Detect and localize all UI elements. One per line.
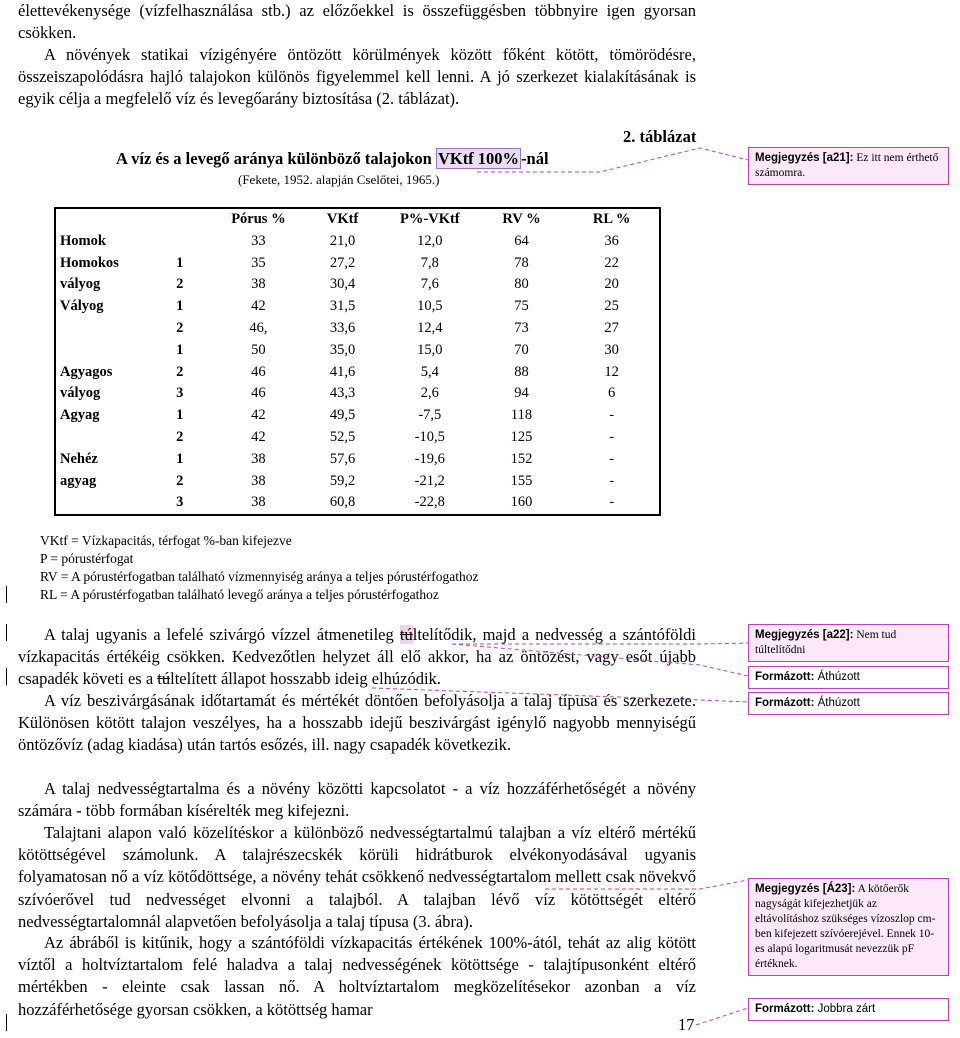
table-cell: vályog	[60, 276, 101, 293]
table-cell: 42	[251, 407, 266, 424]
table-cell: 2,6	[420, 385, 439, 402]
format-note-align-right[interactable]	[748, 998, 949, 1021]
p7-text: Az ábráből is kitűnik, hogy a szántóföldi vízkapacitás értékének 100%-ától, tehát az alig kötött víztől a holtvíztartalom felé haladva a talaj nedvességének kötöttsége - talajtípusonként eltérő mértékben - eleinte csak lassan nő. A holtvíztartalom megközelítésekor azonban a víz hozzáférhetősége gyorsan csökken, a kötöttség hamar	[18, 933, 696, 1019]
table-title-suffix: -nál	[521, 149, 549, 168]
table-cell: 12,0	[417, 232, 443, 249]
table-cell: 33	[251, 232, 266, 249]
p5-text: A talaj nedvességtartalma és a növény közötti kapcsolatot - a víz hozzáférhetőségét a növény számára - több formában kísérelték meg kifejezni.	[18, 779, 696, 821]
table-cell: 46	[251, 363, 266, 380]
table-cell: 33,6	[329, 319, 356, 336]
table-cell: -	[609, 494, 615, 511]
table-cell: 59,2	[329, 472, 356, 489]
table-cell: 70	[514, 341, 529, 358]
table-cell: 125	[510, 428, 533, 445]
p6-text-a: Talajtani alapon való közelítéskor a különböző nedvességtartalmú talajban a víz eltérő mértékű kötöttségével számolunk. A talajrészecskék körüli hidrátburok elvékonyodásával ugyanis folyamatosan nő a víz kötődöttsége, a növény tehát csökkenő nedvességtartalom mellett csak növekvő szívóerővel tud nedvességet elvonni a talajból.	[18, 823, 696, 909]
format-text: Jobbra zárt	[814, 1003, 876, 1015]
table-cell: 35	[251, 254, 266, 271]
table-cell: 27	[604, 319, 619, 336]
legend-p: P = pórustérfogat	[40, 551, 134, 566]
p3-text-c: ltelített állapot hosszabb ideig elhúzódik.	[170, 669, 441, 689]
table-cell: 6	[608, 385, 616, 402]
table-cell: 27,2	[329, 254, 356, 271]
table-cell: 3	[176, 494, 184, 511]
table-cell: 38	[251, 472, 266, 489]
table-cell: Homokos	[60, 254, 119, 271]
table-cell: 42	[251, 428, 266, 445]
table-cell: 2	[176, 363, 184, 380]
table-cell: 3	[176, 385, 184, 402]
table-cell: Vályog	[60, 298, 104, 315]
table-cell: 57,6	[329, 450, 356, 467]
table-cell: -	[609, 428, 615, 445]
table-cell: 10,5	[417, 298, 443, 315]
table-cell: 160	[510, 494, 533, 511]
format-label: Formázott:	[755, 697, 815, 709]
table-cell: 118	[510, 407, 533, 424]
table-cell: Agyag	[60, 407, 100, 424]
table-cell: vályog	[60, 385, 101, 402]
table-header-cell: RV %	[502, 211, 541, 227]
table-cell: 22	[604, 254, 619, 271]
table-cell: 2	[176, 472, 184, 489]
table-cell: 1	[176, 407, 184, 424]
table-cell: 1	[176, 341, 184, 358]
table-cell: 75	[514, 298, 529, 315]
p3-text-a: A talaj ugyanis a lefelé szivárgó vízzel átmenetileg	[44, 625, 400, 644]
table-cell: 30	[604, 341, 619, 358]
table-cell: -	[609, 472, 615, 489]
table-cell: 25	[604, 298, 619, 315]
table-header-cell: Pórus %	[231, 211, 286, 227]
comment-text: Nem tud túltelítődni	[755, 629, 897, 656]
format-text: Áthúzott	[814, 697, 860, 709]
table-cell: 46,	[249, 319, 268, 336]
table-cell: 50	[251, 341, 266, 358]
table-cell: 38	[251, 494, 266, 511]
comment-a22[interactable]	[748, 624, 949, 662]
table-cell: 2	[176, 428, 184, 445]
table-cell: 38	[251, 276, 266, 293]
comment-label: Megjegyzés [Á23]:	[755, 883, 856, 895]
table-cell: 38	[251, 450, 266, 467]
table-cell: 21,0	[329, 232, 356, 249]
table-cell: 46	[251, 385, 266, 402]
table-cell: -	[609, 450, 615, 467]
comment-label: Megjegyzés [a22]:	[755, 629, 854, 641]
table-title-highlight: VKtf 100%	[437, 149, 520, 168]
paragraph-text: A növények statikai vízigényére öntözött körülmények között főként kötött, tömörödésre, összeiszapolódásra hajló talajokon különös figyelemmel kell lenni. A jó szerkezet kialakításának is egyik célja a megfelelő víz és levegőarány biztosítása (2. táblázat).	[18, 45, 696, 109]
table-cell: -22,8	[414, 494, 445, 511]
table-cell: 2	[176, 276, 184, 293]
table-cell: 35,0	[329, 341, 356, 358]
table-cell: 155	[510, 472, 533, 489]
table-cell: 52,5	[329, 428, 356, 445]
format-label: Formázott:	[755, 1003, 815, 1015]
comment-a23[interactable]	[748, 878, 949, 976]
p4-text: A víz beszivárgásának időtartamát és mértékét döntően befolyásolja a talaj típusa és szerkezete. Különösen kötött talajon veszélyes, ha a hosszabb idejű beszivárgást igénylő nagyobb mennyiségű öntözővíz (adag kiadása) után tartós esőzés, ill. nagy csapadék következik.	[18, 691, 696, 755]
table-cell: 30,4	[329, 276, 356, 293]
table-cell: 1	[176, 298, 184, 315]
comment-label: Megjegyzés [a21]:	[755, 152, 854, 164]
table-cell: 41,6	[329, 363, 356, 380]
table-cell: -10,5	[414, 428, 445, 445]
table-header-cell: VKtf	[326, 211, 359, 227]
paragraph-continuation: élettevékenysége (vízfelhasználása stb.) az előzőekkel is összefüggésben többnyire igen gyorsan csökken.	[18, 1, 696, 43]
table-cell: 1	[176, 450, 184, 467]
table-cell: 78	[514, 254, 529, 271]
format-text: Áthúzott	[814, 671, 860, 683]
table-cell: -21,2	[414, 472, 445, 489]
table-cell: 60,8	[329, 494, 356, 511]
table-cell: 64	[514, 232, 529, 249]
table-source: (Fekete, 1952. alapján Cselőtei, 1965.)	[238, 172, 440, 187]
strikethrough-text: tú	[399, 625, 413, 644]
table-cell: -	[609, 407, 615, 424]
table-cell: -7,5	[418, 407, 442, 424]
table-cell: 2	[176, 319, 184, 336]
table-cell: 12,4	[417, 319, 443, 336]
table-cell: 15,0	[417, 341, 443, 358]
legend-vktf: VKtf = Vízkapacitás, térfogat %-ban kifejezve	[40, 533, 292, 548]
format-label: Formázott:	[755, 671, 815, 683]
page-number: 17	[678, 1015, 695, 1034]
table-cell: 49,5	[329, 407, 356, 424]
table-cell: 5,4	[420, 363, 439, 380]
comment-text: A kötőerők nagyságát kifejezhetjük az eltávolításhoz szükséges vízoszlop cm-ben kifejezett szívóerejével. Ennek 10-es alapú logaritmusát nevezzük pF értéknek.	[755, 883, 936, 970]
table-cell: 7,8	[420, 254, 439, 271]
table-cell: 20	[604, 276, 619, 293]
table-cell: 80	[514, 276, 529, 293]
strikethrough-text: tú	[157, 669, 171, 689]
table-cell: 7,6	[420, 276, 439, 293]
table-header-cell: RL %	[592, 211, 631, 227]
format-note-strikethrough-2[interactable]	[748, 692, 949, 715]
table-cell: Homok	[60, 232, 106, 249]
table-cell: -19,6	[414, 450, 445, 467]
legend-rv: RV = A pórustérfogatban található vízmennyiség aránya a teljes pórustérfogathoz	[40, 569, 479, 584]
legend-rl: RL = A pórustérfogatban található levegő aránya a teljes pórustérfogathoz	[40, 587, 439, 602]
table-cell: 73	[514, 319, 529, 336]
table-title-text: A víz és a levegő aránya különböző talajokon	[116, 149, 436, 168]
table-cell: Nehéz	[60, 450, 98, 467]
table-cell: 36	[604, 232, 619, 249]
table-cell: Agyagos	[60, 363, 113, 380]
format-note-strikethrough-1[interactable]	[748, 666, 949, 689]
table-cell: 42	[251, 298, 266, 315]
table-cell: 1	[176, 254, 184, 271]
comment-a21[interactable]	[748, 147, 949, 185]
table-cell: agyag	[60, 472, 97, 489]
table-cell: 12	[604, 363, 619, 380]
table-cell: 43,3	[329, 385, 356, 402]
comment-text: Ez itt nem érthető számomra.	[755, 152, 939, 179]
p3-text-b: ltelítődik, majd a nedvesség a szántóföldi vízkapacitás értékéig csökken. Kedvezőtlen helyzet áll elő akkor, ha az öntözést, vagy esőt újabb csapadék követi es a	[18, 625, 696, 689]
table-label: 2. táblázat	[623, 127, 697, 146]
table-cell: 94	[514, 385, 529, 402]
p6-text-b: A talajban lévő víz kötöttségét eltérő nedvességtartalomnál alapvetően befolyásolja a talaj típusa (3. ábra).	[18, 889, 696, 931]
table-cell: 152	[510, 450, 533, 467]
table-cell: 31,5	[329, 298, 356, 315]
table-header-cell: P%-VKtf	[400, 211, 460, 227]
table-cell: 88	[514, 363, 529, 380]
